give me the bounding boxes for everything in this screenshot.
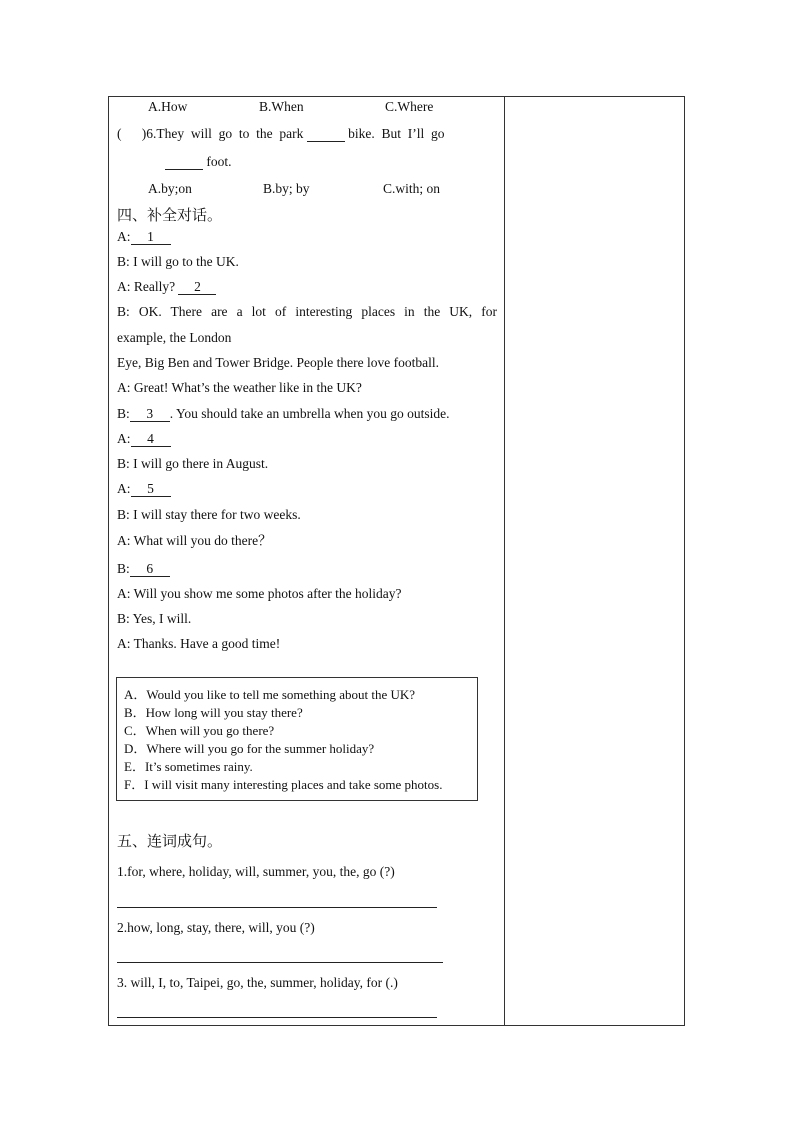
dialogue-line-16: B: Yes, I will. <box>117 611 192 626</box>
section4-title: 四、补全对话。 <box>117 206 223 224</box>
q6-text-a: 6.They will go to the park <box>146 126 307 141</box>
choice-b: B．How long will you stay there? <box>124 705 303 720</box>
dialogue-blank-4[interactable]: 4 <box>131 432 171 447</box>
answer-paren: ( ) <box>117 126 147 141</box>
q5-option-c: C.Where <box>385 99 434 114</box>
choice-a: A．Would you like to tell me something about the UK? <box>124 687 416 702</box>
q6-option-b: B.by; by <box>263 181 310 196</box>
dialogue-line-6: Eye, Big Ben and Tower Bridge. People there love football. <box>117 355 439 370</box>
sentence-item-1: 1.for, where, holiday, will, summer, you, the, go (?) <box>117 864 395 879</box>
speaker-label: A: <box>117 229 131 244</box>
choice-e: E．It’s sometimes rainy. <box>124 759 253 774</box>
q6-line2 <box>165 155 232 170</box>
q5-option-a: A.How <box>148 99 188 114</box>
dialogue-line-11 <box>117 482 171 497</box>
dialogue-line-9 <box>117 432 171 447</box>
dialogue-blank-3[interactable]: 3 <box>130 407 170 422</box>
dialogue-line-4: B: OK. There are a lot of interesting places in the UK, for <box>117 304 497 319</box>
answer-line-1[interactable] <box>117 907 437 908</box>
dialogue-line-15: A: Will you show me some photos after the holiday? <box>117 586 402 601</box>
dialogue-line-3 <box>117 280 216 295</box>
q6-text-b: bike. But I’ll go <box>344 126 445 141</box>
q5-option-b: B.When <box>259 99 304 114</box>
choice-f: F．I will visit many interesting places and take some photos. <box>124 777 443 792</box>
dialogue-blank-5[interactable]: 5 <box>131 482 171 497</box>
answer-blank[interactable] <box>307 127 345 142</box>
dialogue-line-10: B: I will go there in August. <box>117 456 269 471</box>
speaker-text: . You should take an umbrella when you go outside. <box>169 406 450 421</box>
answer-line-3[interactable] <box>117 1017 437 1018</box>
answer-blank[interactable] <box>165 155 203 170</box>
dialogue-line-1 <box>117 230 171 245</box>
dialogue-line-8 <box>117 407 450 422</box>
speaker-label: B: <box>117 561 130 576</box>
dialogue-line-5: example, the London <box>117 330 232 345</box>
speaker-text: A: Really? <box>117 279 179 294</box>
dialogue-line-17: A: Thanks. Have a good time! <box>117 636 281 651</box>
dialogue-blank-1[interactable]: 1 <box>131 230 171 245</box>
dialogue-line-12: B: I will stay there for two weeks. <box>117 507 301 522</box>
worksheet-table <box>108 96 685 1026</box>
dialogue-blank-2[interactable]: 2 <box>178 280 216 295</box>
column-divider <box>504 96 505 1026</box>
q6-line1 <box>117 127 444 142</box>
speaker-label: A: <box>117 431 131 446</box>
dialogue-line-2: B: I will go to the UK. <box>117 254 239 269</box>
choice-c: C．When will you go there? <box>124 723 275 738</box>
sentence-item-2: 2.how, long, stay, there, will, you (?) <box>117 920 315 935</box>
dialogue-line-13: A: What will you do there？ <box>117 533 272 548</box>
q6-option-a: A.by;on <box>148 181 192 196</box>
q6-option-c: C.with; on <box>383 181 441 196</box>
dialogue-line-7: A: Great! What’s the weather like in the UK? <box>117 380 362 395</box>
speaker-label: B: <box>117 406 130 421</box>
dialogue-blank-6[interactable]: 6 <box>130 562 170 577</box>
dialogue-line-14 <box>117 562 170 577</box>
answer-line-2[interactable] <box>117 962 443 963</box>
q6-text-c: foot. <box>203 154 232 169</box>
speaker-label: A: <box>117 481 131 496</box>
choice-d: D．Where will you go for the summer holiday? <box>124 741 375 756</box>
sentence-item-3: 3. will, I, to, Taipei, go, the, summer, holiday, for (.) <box>117 975 398 990</box>
section5-title: 五、连词成句。 <box>117 832 223 850</box>
